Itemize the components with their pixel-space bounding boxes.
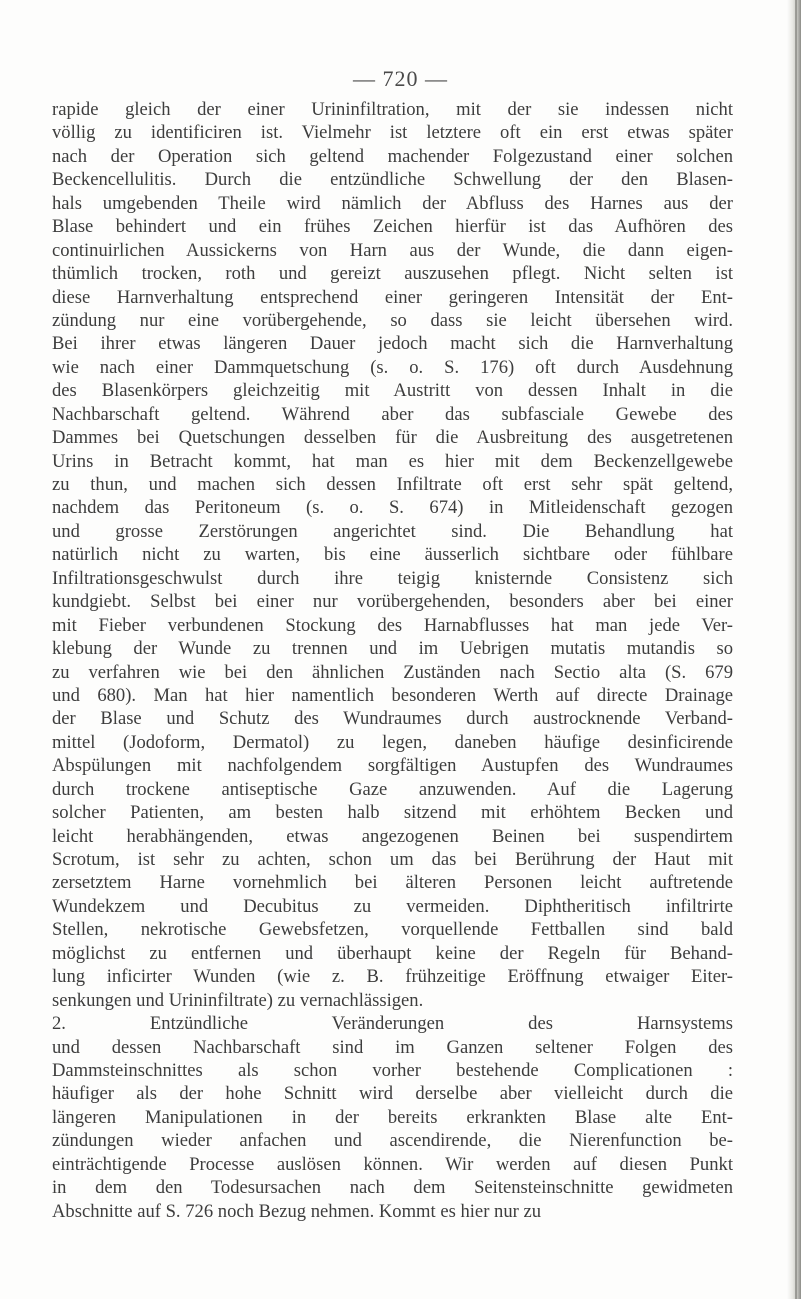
page-edge-line <box>795 0 797 1299</box>
text-line: und grosse Zerstörungen angerichtet sind. Die Behandlung hat <box>52 520 733 542</box>
text-line: lung inficirter Wunden (wie z. B. frühzeitige Eröffnung etwaiger Eiter- <box>52 966 733 988</box>
text-line: Wundekzem und Decubitus zu vermeiden. Diphtheritisch infiltrirte <box>52 895 733 917</box>
text-line: Dammes bei Quetschungen desselben für die Ausbreitung des ausgetretenen <box>52 427 733 449</box>
text-line: durch trockene antiseptische Gaze anzuwenden. Auf die Lagerung <box>52 778 733 800</box>
text-line: Dammsteinschnittes als schon vorher bestehende Complicationen : <box>52 1059 733 1081</box>
text-line: Blase behindert und ein frühes Zeichen hierfür ist das Aufhören des <box>52 216 733 238</box>
text-line: einträchtigende Processe auslösen können. Wir werden auf diesen Punkt <box>52 1153 733 1175</box>
text-line: rapide gleich der einer Urininfiltration, mit der sie indessen nicht <box>52 99 733 120</box>
text-line: zündung nur eine vorübergehende, so dass sie leicht übersehen wird. <box>52 309 733 331</box>
text-line: Abschnitte auf S. 726 noch Bezug nehmen. Kommt es hier nur zu <box>52 1200 542 1222</box>
text-line: hals umgebenden Theile wird nämlich der Abfluss des Harnes aus der <box>52 192 733 214</box>
text-line: Scrotum, ist sehr zu achten, schon um das bei Berührung der Haut mit <box>52 849 733 870</box>
text-line: mit Fieber verbundenen Stockung des Harnabflusses hat man jede Ver- <box>52 614 733 636</box>
text-line: Abspülungen mit nachfolgendem sorgfältigen Austupfen des Wundraumes <box>52 755 733 777</box>
text-line: senkungen und Urininfiltrate) zu vernachlässigen. <box>52 989 424 1011</box>
text-line: klebung der Wunde zu trennen und im Uebrigen mutatis mutandis so <box>52 638 733 660</box>
text-line: wie nach einer Dammquetschung (s. o. S. 176) oft durch Ausdehnung <box>52 356 733 378</box>
text-line: nachdem das Peritoneum (s. o. S. 674) in Mitleidenschaft gezogen <box>52 497 733 519</box>
text-line: möglichst zu entfernen und überhaupt keine der Regeln für Behand- <box>52 942 733 964</box>
text-line: zu thun, und machen sich dessen Infiltrate oft erst sehr spät geltend, <box>52 474 733 495</box>
text-line: mittel (Jodoform, Dermatol) zu legen, daneben häufige desinficirende <box>52 731 733 753</box>
text-line: diese Harnverhaltung entsprechend einer geringeren Intensität der Ent- <box>52 286 733 308</box>
text-line: kundgiebt. Selbst bei einer nur vorübergehenden, besonders aber bei einer <box>52 591 733 613</box>
text-line: Beckencellulitis. Durch die entzündliche Schwellung der den Blasen- <box>52 169 733 191</box>
text-line: zündungen wieder anfachen und ascendirende, die Nierenfunction be- <box>52 1130 733 1152</box>
page-edge <box>787 0 801 1299</box>
text-line: continuirlichen Aussickerns von Harn aus der Wunde, die dann eigen- <box>52 239 733 261</box>
text-line: thümlich trocken, roth und gereizt auszusehen pflegt. Nicht selten ist <box>52 263 733 285</box>
text-line: und dessen Nachbarschaft sind im Ganzen seltener Folgen des <box>52 1036 733 1058</box>
text-line: längeren Manipulationen in der bereits erkrankten Blase alte Ent- <box>52 1106 733 1128</box>
text-line: des Blasenkörpers gleichzeitig mit Austritt von dessen Inhalt in die <box>52 380 733 402</box>
text-line: leicht herabhängenden, etwas angezogenen Beinen bei suspendirtem <box>52 825 733 847</box>
text-line: und 680). Man hat hier namentlich besonderen Werth auf directe Drainage <box>52 684 733 706</box>
text-line: Stellen, nekrotische Gewebsfetzen, vorquellende Fettballen sind bald <box>52 919 733 941</box>
text-line: häufiger als der hohe Schnitt wird derselbe aber vielleicht durch die <box>52 1083 733 1105</box>
text-line: nach der Operation sich geltend machender Folgezustand einer solchen <box>52 145 733 167</box>
text-line: 2. Entzündliche Veränderungen des Harnsystems <box>52 1013 733 1035</box>
page-number: — 720 — <box>353 66 448 91</box>
text-line: der Blase und Schutz des Wundraumes durch austrocknende Verband- <box>52 708 733 730</box>
text-line: Infiltrationsgeschwulst durch ihre teigig knisternde Consistenz sich <box>52 567 733 589</box>
text-line: Nachbarschaft geltend. Während aber das subfasciale Gewebe des <box>52 403 733 425</box>
text-line: völlig zu identificiren ist. Vielmehr ist letztere oft ein erst etwas später <box>52 122 733 144</box>
text-line: Bei ihrer etwas längeren Dauer jedoch macht sich die Harnverhaltung <box>52 333 733 355</box>
text-line: Urins in Betracht kommt, hat man es hier mit dem Beckenzellgewebe <box>52 450 733 472</box>
text-line: zu verfahren wie bei den ähnlichen Zuständen nach Sectio alta (S. 679 <box>52 661 733 683</box>
text-line: zersetztem Harne vornehmlich bei älteren Personen leicht auftretende <box>52 872 733 894</box>
text-line: natürlich nicht zu warten, bis eine äusserlich sichtbare oder fühlbare <box>52 544 733 566</box>
body-text <box>52 98 733 1223</box>
text-line: solcher Patienten, am besten halb sitzend mit erhöhtem Becken und <box>52 802 733 824</box>
text-line: in dem den Todesursachen nach dem Seitensteinschnitte gewidmeten <box>52 1177 733 1199</box>
